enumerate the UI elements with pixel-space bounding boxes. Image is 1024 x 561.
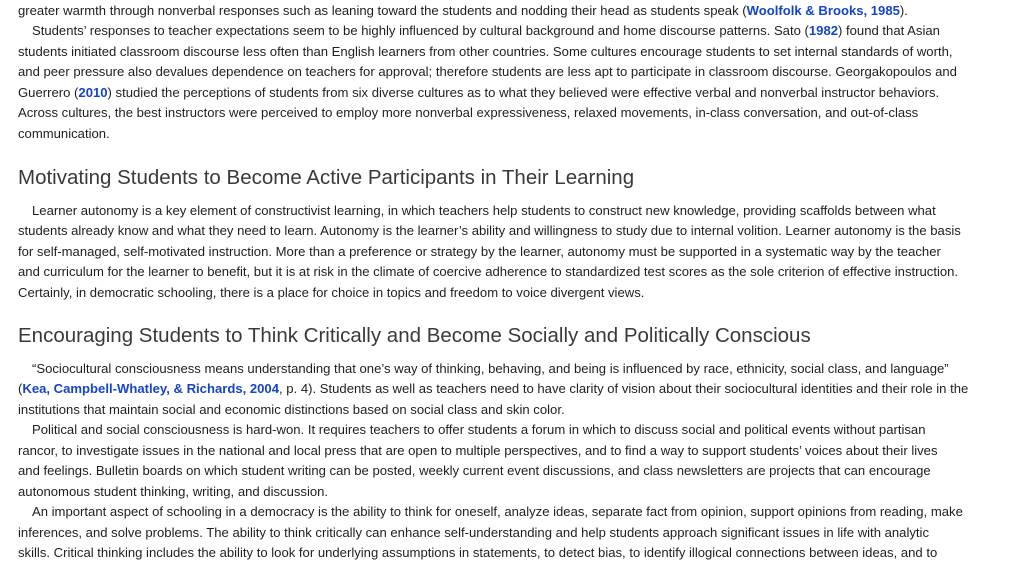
paragraph-line: Learner autonomy is a key element of constructivist learning, in which teachers help students to construct new knowledge, providing scaffolds between what — [32, 203, 936, 218]
paragraph-line: Across cultures, the best instructors were perceived to employ more nonverbal expressiveness, relaxed movements, in-class conversation, and out-of-class — [18, 105, 919, 120]
citation-link-sato[interactable]: 1982 — [808, 23, 839, 38]
section-heading-motivating: Motivating Students to Become Active Participants in Their Learning — [18, 166, 635, 189]
text-run: , p. 4). Students as well as teachers need to have clarity of vision about their sociocultural identities and their role in the — [279, 381, 969, 396]
text-run: ). — [899, 3, 908, 18]
citation-link-kea-campbell-whatley-richards[interactable]: Kea, Campbell-Whatley, & Richards, 2004 — [22, 381, 280, 396]
paragraph-line: for self-managed, self-motivated instruction. More than a preference or strategy by the learner, autonomy must be supported in a systematic way by the teacher — [18, 244, 941, 259]
text-run: ( — [18, 381, 23, 396]
paragraph-line: skills. Critical thinking includes the ability to look for underlying assumptions in statements, to detect bias, to identify illogical connections between ideas, and to — [18, 545, 938, 560]
paragraph-line: Certainly, in democratic schooling, there is a place for choice in topics and freedom to voice divergent views. — [18, 285, 645, 300]
paragraph-line: communication. — [18, 126, 110, 141]
paragraph-line — [32, 21, 940, 41]
text-run: Guerrero ( — [18, 85, 79, 100]
paragraph-line: Political and social consciousness is hard-won. It requires teachers to offer students a forum in which to discuss social and political events without partisan — [32, 422, 926, 437]
text-run: ) found that Asian — [838, 23, 940, 38]
text-run: ) studied the perceptions of students from six diverse cultures as to what they believed were effective verbal and nonverbal instructor behaviors. — [107, 85, 940, 100]
paragraph-line: and feelings. Bulletin boards on which student writing can be posted, weekly current event discussions, and class newsletters are projects that can encourage — [18, 463, 931, 478]
citation-link-woolfolk-brooks[interactable]: Woolfolk & Brooks, 1985 — [746, 3, 900, 18]
paragraph-line: rancor, to investigate issues in the national and local press that are open to multiple perspectives, and to find a way to support students’ voices about their lives — [18, 443, 938, 458]
paragraph-line: autonomous student thinking, writing, and discussion. — [18, 484, 329, 499]
paragraph-line — [18, 379, 968, 399]
citation-link-georgakopoulos-guerrero[interactable]: 2010 — [78, 85, 108, 100]
paragraph-line: “Sociocultural consciousness means understanding that one’s way of thinking, behaving, and being is influenced by race, ethnicity, social class, and language” — [32, 361, 949, 376]
text-run: greater warmth through nonverbal responses such as leaning toward the students and nodding their head as students speak ( — [18, 3, 747, 18]
paragraph-line: and curriculum for the learner to benefit, but it is at risk in the climate of coercive adherence to standardized test scores as the sole criterion of effective instruction. — [18, 264, 959, 279]
paragraph-line: An important aspect of schooling in a democracy is the ability to think for oneself, analyze ideas, separate fact from opinion, support opinions from reading, make — [32, 504, 963, 519]
section-heading-encouraging: Encouraging Students to Think Critically and Become Socially and Politically Conscious — [18, 324, 811, 347]
paragraph-line: students initiated classroom discourse less often than English learners from other countries. Some cultures encourage students to set internal standards of worth, — [18, 44, 953, 59]
paragraph-line: students already know and what they need to learn. Autonomy is the learner’s ability and willingness to study due to internal volition. Learner autonomy is the basis — [18, 223, 961, 238]
paragraph-line — [18, 1, 908, 21]
paragraph-line: and peer pressure also devalues dependence on teachers for approval; therefore students are less apt to participate in classroom discourse. Georgakopoulos and — [18, 64, 957, 79]
text-run: Students’ responses to teacher expectations seem to be highly influenced by cultural background and home discourse patterns. Sato ( — [32, 23, 809, 38]
paragraph-line: inferences, and solve problems. The ability to think critically can enhance self-understanding and help students approach significant issues in life with analytic — [18, 525, 930, 540]
paragraph-line — [18, 83, 939, 103]
paragraph-line: institutions that maintain social and economic distinctions based on social class and skin color. — [18, 402, 565, 417]
